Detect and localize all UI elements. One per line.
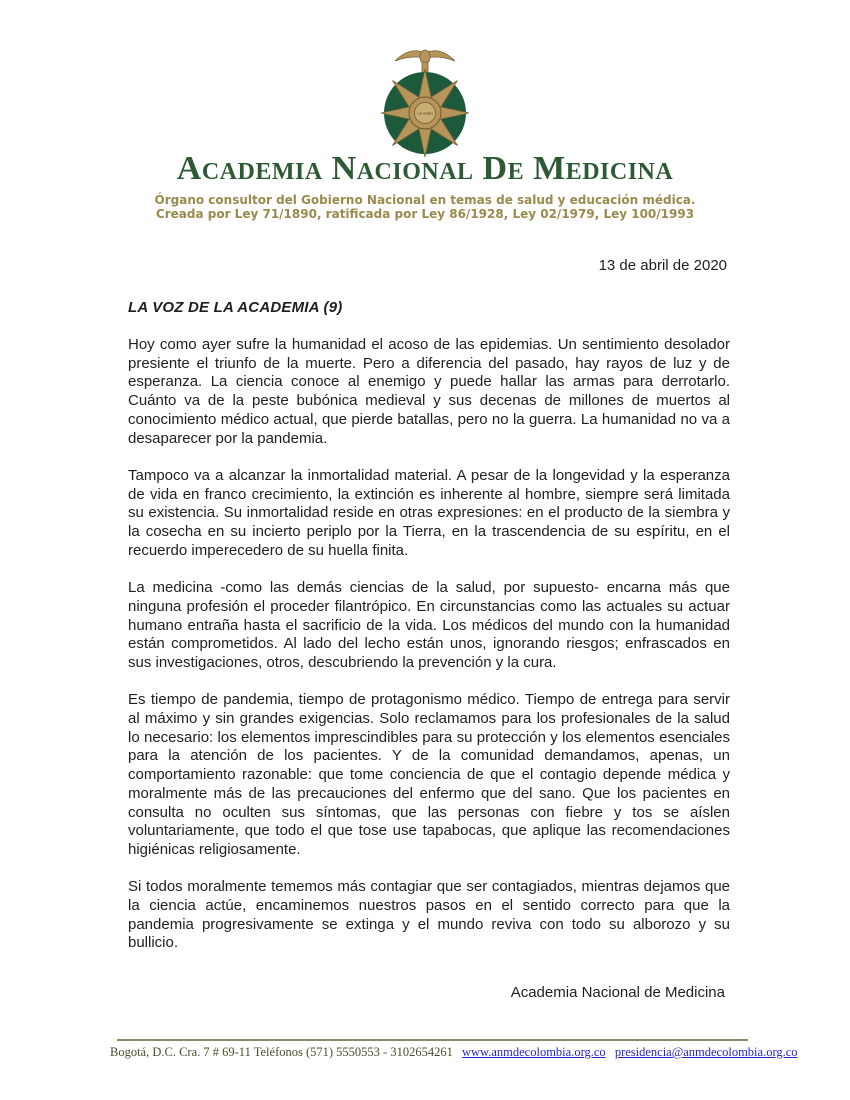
footer-website-link[interactable]: www.anmdecolombia.org.co	[461, 1045, 606, 1059]
footer-address: Bogotá, D.C. Cra. 7 # 69-11 Teléfonos (571) 5550553 - 3102654261	[110, 1045, 453, 1059]
paragraph-1: Hoy como ayer sufre la humanidad el acoso de las epidemias. Un sentimiento desolador presiente el triunfo de la muerte. Pero a diferencia del pasado, hay rayos de luz y de esperanza. La ciencia conoce al enemigo y puede hallar las armas para derrotarlo. Cuánto va de la peste bubónica medieval y sus decenas de millones de muertos al conocimiento médico actual, que pierde batallas, pero no la guerra. La humanidad no va a desaparecer por la pandemia.	[128, 336, 730, 447]
medal-icon	[363, 44, 487, 158]
org-subtitle-line2: Creada por Ley 71/1890, ratificada por Ley 86/1928, Ley 02/1979, Ley 100/1993	[155, 207, 695, 221]
medal-center-text: COLOMBIA	[416, 111, 434, 116]
letter-body	[128, 336, 730, 972]
footer-email-link[interactable]: presidencia@anmdecolombia.org.co	[614, 1045, 798, 1059]
paragraph-3: La medicina -como las demás ciencias de la salud, por supuesto- encarna más que ninguna profesión el proceder filantrópico. En circunstancias como las actuales su actuar humano entraña hasta el sacrificio de la vida. Los médicos del mundo con la humanidad están comprometidos. Al lado del lecho están unos, ignorando riesgos; enfrascados en sus investigaciones, otros, descubriendo la prevención y la cura.	[128, 579, 730, 671]
letter-heading: LA VOZ DE LA ACADEMIA (9)	[128, 299, 343, 316]
signature: Academia Nacional de Medicina	[510, 984, 725, 1001]
footer-divider	[117, 1039, 748, 1041]
footer	[110, 1045, 798, 1060]
org-subtitle-line1: Órgano consultor del Gobierno Nacional en temas de salud y educación médica.	[154, 193, 696, 207]
paragraph-2: Tampoco va a alcanzar la inmortalidad material. A pesar de la longevidad y la esperanza de vida en franco crecimiento, la extinción es inherente al hombre, siempre será limitada su existencia. Su inmortalidad reside en otras expresiones: en el producto de la siembra y la cosecha en su incierto periplo por la Tierra, en la trascendencia de su espíritu, en el recuerdo imperecedero de su huella finita.	[128, 466, 730, 559]
paragraph-5: Si todos moralmente tememos más contagiar que ser contagiados, mientras dejamos que la ciencia actúe, encaminemos nuestros pasos en el sentido correcto para que la pandemia progresivamente se extinga y el mundo reviva con todo su alborozo y su bullicio.	[128, 878, 730, 952]
academia-medal-logo	[363, 44, 487, 158]
paragraph-4: Es tiempo de pandemia, tiempo de protagonismo médico. Tiempo de entrega para servir al máximo y sin grandes exigencias. Solo reclamamos para los profesionales de la salud lo necesario: los elementos imprescindibles para su protección y los elementos esenciales para la atención de los pacientes. Y de la comunidad demandamos, apenas, un comportamiento razonable: que tome conciencia de que el contagio depende médica y moralmente más de las precauciones del enfermo que del sano. Que los pacientes en consulta no oculten sus síntomas, que las personas con fiebre y tos se aíslen voluntariamente, que todo el que tose use tapabocas, que aplique las recomendaciones higiénicas religiosamente.	[128, 691, 730, 858]
org-title: Academia Nacional De Medicina	[176, 150, 674, 187]
letter-date: 13 de abril de 2020	[598, 257, 727, 274]
